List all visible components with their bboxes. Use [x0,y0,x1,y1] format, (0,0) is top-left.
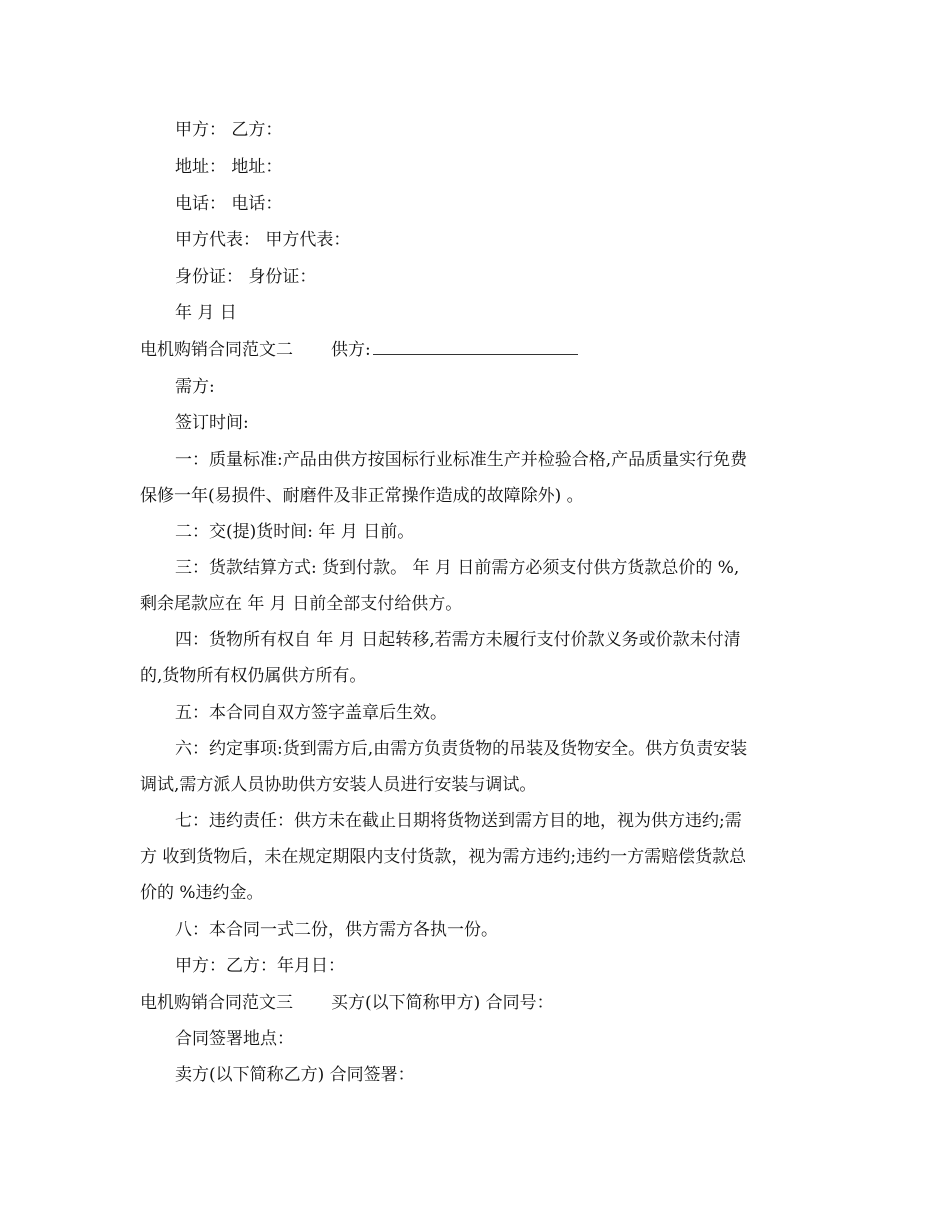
representative-line: 甲方代表： 甲方代表： [175,230,351,250]
phone-line: 电话： 电话： [175,194,283,214]
party-line: 甲方： 乙方： [175,120,283,140]
contract-two-heading: 电机购销合同范文二 [140,340,293,360]
clause-7-line-2: 方 收到货物后，未在规定期限内支付货款，视为需方违约;违约一方需赔偿货款总 [140,847,747,867]
clause-4-line-2: 的,货物所有权仍属供方所有。 [140,666,367,686]
clause-3-line-1: 三：货款结算方式: 货到付款。 年 月 日前需方必须支付供方货款总价的 %, [175,558,740,578]
clause-1-line-1: 一：质量标准:产品由供方按国标行业标准生产并检验合格,产品质量实行免费 [175,450,748,470]
clause-1-line-2: 保修一年(易损件、耐磨件及非正常操作造成的故障除外) 。 [140,486,584,506]
buyer-contract-number: 买方(以下简称甲方) 合同号： [331,993,554,1013]
contract-two-heading-line [140,339,578,361]
date-line: 年 月 日 [175,303,237,323]
id-card-line: 身份证： 身份证： [175,267,317,287]
contract-three-heading: 电机购销合同范文三 [140,993,293,1013]
contract-two-signature: 甲方：乙方：年月日： [175,956,345,976]
demander-line: 需方: [175,377,215,397]
sign-time-line: 签订时间: [175,413,249,433]
clause-7-line-1: 七：违约责任：供方未在截止日期将货物送到需方目的地，视为供方违约;需 [175,811,742,831]
clause-5: 五：本合同自双方签字盖章后生效。 [175,703,447,723]
clause-2: 二：交(提)货时间: 年 月 日前。 [175,522,415,542]
clause-4-line-1: 四：货物所有权自 年 月 日起转移,若需方未履行支付价款义务或价款未付清 [175,630,741,650]
supplier-label: 供方: [331,340,371,360]
clause-6-line-1: 六：约定事项:货到需方后,由需方负责货物的吊装及货物安全。供方负责安装 [175,739,748,759]
seller-line: 卖方(以下简称乙方) 合同签署： [175,1065,415,1085]
sign-place-line: 合同签署地点： [175,1029,294,1049]
clause-7-line-3: 价的 %违约金。 [140,883,264,903]
supplier-blank-underline [373,340,578,355]
contract-three-heading-line [140,992,554,1014]
clause-8: 八：本合同一式二份，供方需方各执一份。 [175,920,498,940]
clause-3-line-2: 剩余尾款应在 年 月 日前全部支付给供方。 [140,594,463,614]
address-line: 地址： 地址： [175,157,283,177]
clause-6-line-2: 调试,需方派人员协助供方安装人员进行安装与调试。 [140,775,537,795]
